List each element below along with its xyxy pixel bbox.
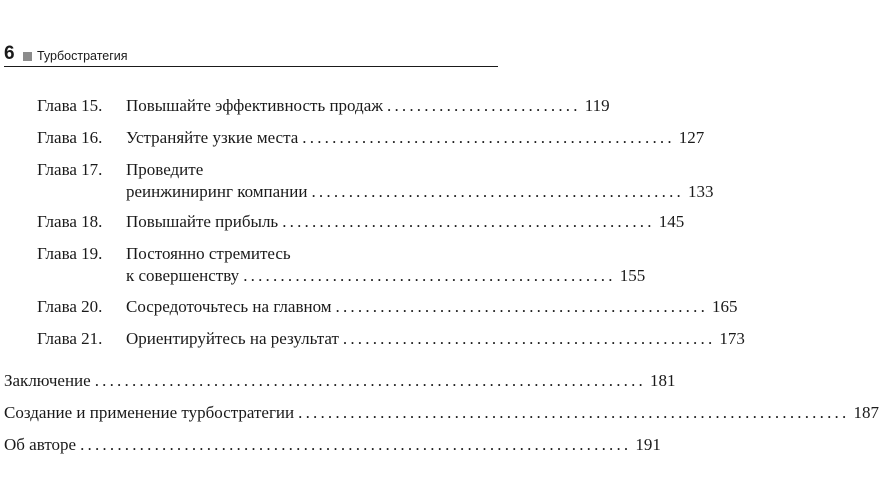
page-reference: 145 (658, 212, 685, 231)
dot-leader: .................................................. (342, 329, 716, 348)
page-number: 6 (4, 43, 15, 64)
chapter-number: Глава 17. (37, 160, 103, 179)
chapter-number: Глава 19. (37, 244, 103, 263)
dot-leader: .................................................. (243, 266, 616, 285)
toc-line (126, 329, 745, 349)
square-ornament-icon (23, 52, 32, 61)
section-title: Заключение (4, 371, 91, 390)
running-header (4, 44, 498, 67)
dot-leader: .................................................. (302, 128, 675, 147)
section-title: Об авторе (4, 435, 77, 454)
toc-line (126, 212, 685, 232)
chapter-title: Проведите (126, 160, 204, 179)
toc-line (126, 182, 714, 202)
dot-leader: .......................................................................... (80, 435, 632, 454)
dot-leader: .................................................. (335, 297, 709, 316)
page-reference: 165 (712, 297, 738, 316)
page-reference: 133 (687, 182, 714, 201)
chapter-title: Ориентируйтесь на результат (126, 329, 339, 348)
toc-line (126, 128, 705, 148)
toc-line (4, 403, 879, 423)
chapter-title-continued: реинжиниринг компании (126, 182, 308, 201)
chapter-title: Повышайте прибыль (126, 212, 279, 231)
page-reference: 181 (650, 371, 676, 390)
toc-line (126, 96, 610, 116)
toc-line (126, 297, 738, 317)
book-title: Турбостратегия (37, 49, 128, 63)
dot-leader: .......................................................................... (298, 403, 850, 422)
chapter-title-continued: к совершенству (126, 266, 240, 285)
chapter-number: Глава 16. (37, 128, 103, 147)
dot-leader: .......................... (387, 96, 581, 115)
dot-leader: .................................................. (282, 212, 655, 231)
page-reference: 191 (635, 435, 661, 454)
page-reference: 155 (619, 266, 646, 285)
page-reference: 119 (584, 96, 610, 115)
chapter-title: Постоянно стремитесь (126, 244, 291, 263)
chapter-number: Глава 20. (37, 297, 103, 316)
chapter-number: Глава 15. (37, 96, 103, 115)
chapter-number: Глава 21. (37, 329, 103, 348)
dot-leader: .................................................. (311, 182, 684, 201)
page-reference: 127 (678, 128, 705, 147)
toc-line (4, 435, 661, 455)
page-reference: 173 (719, 329, 745, 348)
toc-line (126, 266, 646, 286)
page-reference: 187 (853, 403, 879, 422)
chapter-title: Повышайте эффективность продаж (126, 96, 383, 115)
chapter-title: Сосредоточьтесь на главном (126, 297, 332, 316)
section-title: Создание и применение турбостратегии (4, 403, 295, 422)
dot-leader: .......................................................................... (94, 371, 647, 390)
chapter-number: Глава 18. (37, 212, 103, 231)
toc-line (4, 371, 676, 391)
chapter-title: Устраняйте узкие места (126, 128, 299, 147)
